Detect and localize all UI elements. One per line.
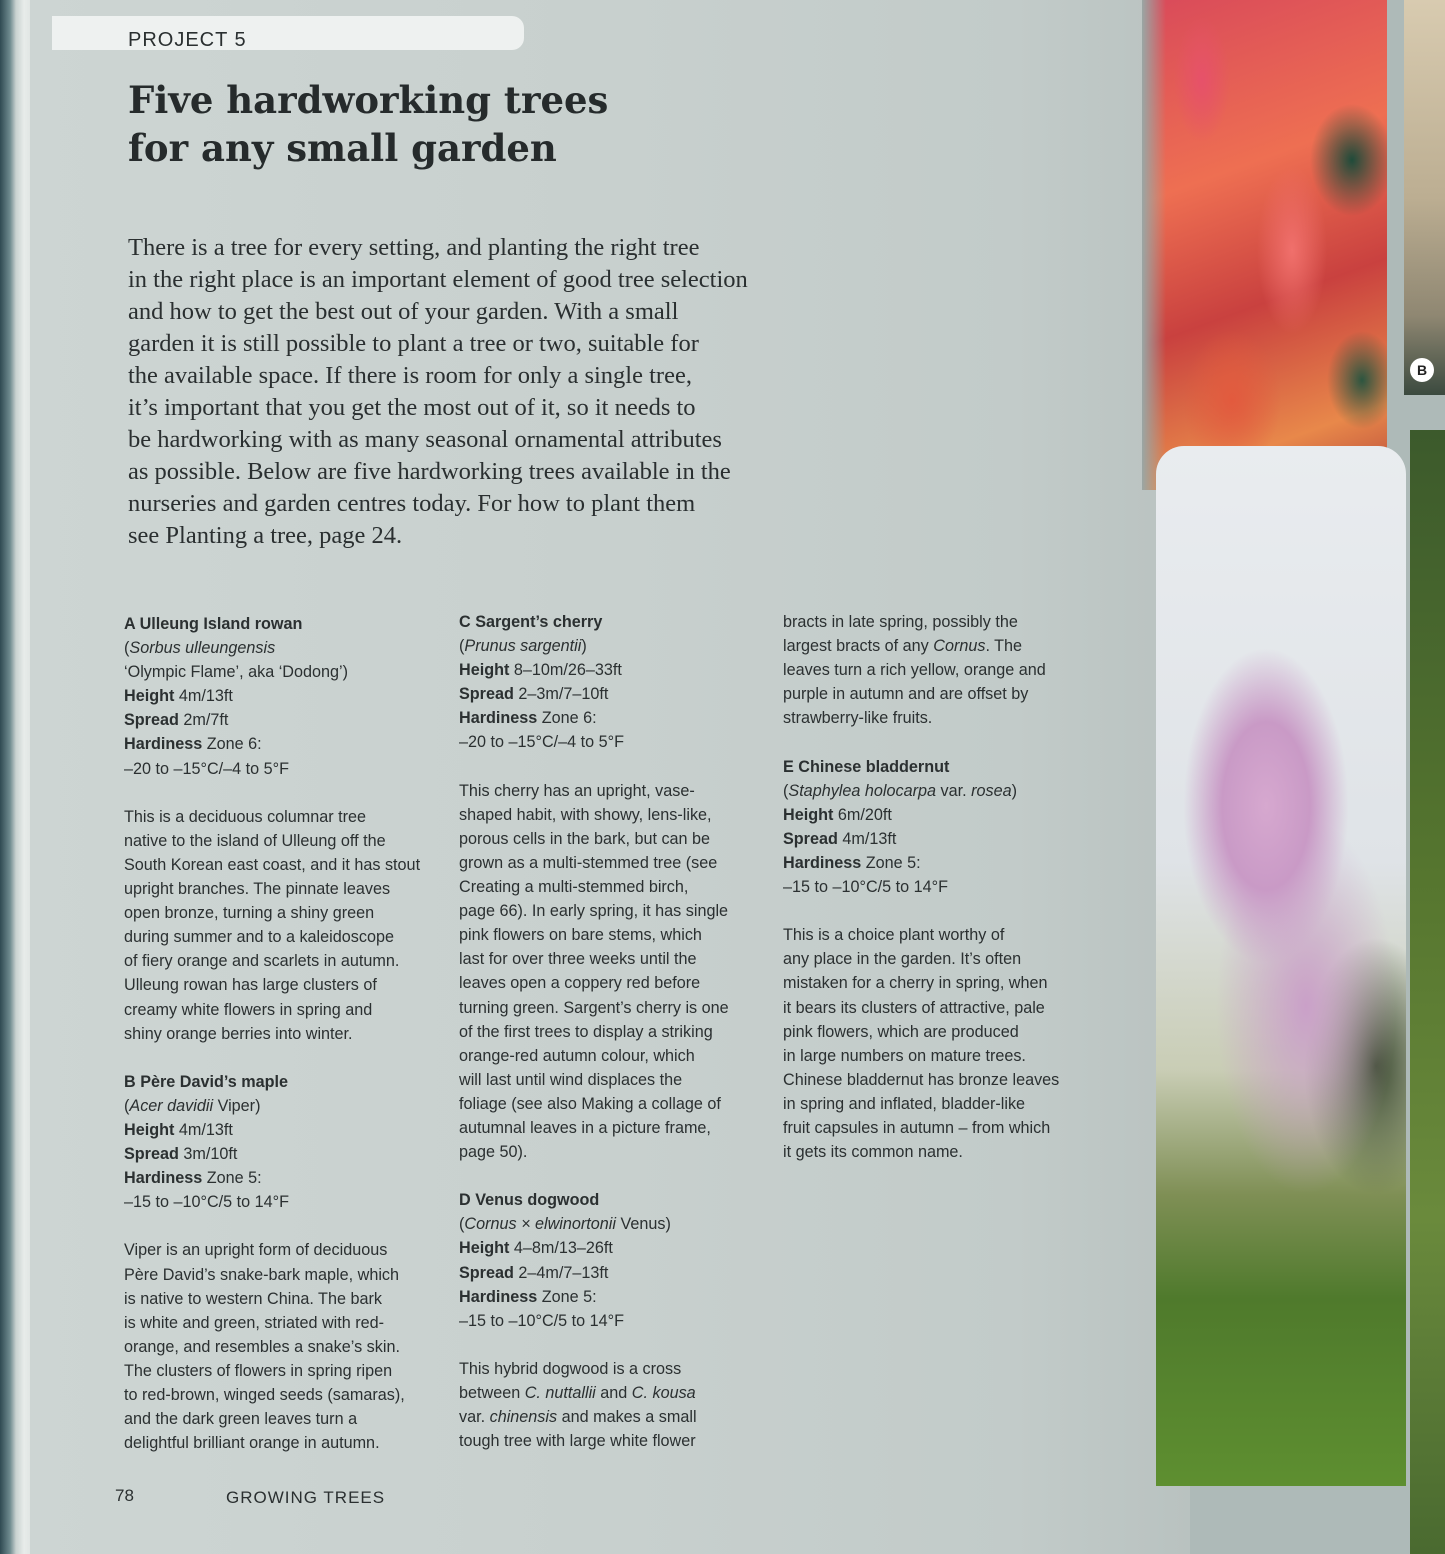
tree-e-spread: Spread 4m/13ft xyxy=(783,829,897,848)
tree-d-desc-continued: bracts in late spring, possibly the xyxy=(783,613,1018,631)
footer-section-label: GROWING TREES xyxy=(226,1488,386,1507)
column-3: bracts in late spring, possibly the largest bracts of any Cornus. The leaves turn a rich yellow, orange and purple in autumn and are offset by strawberry-like fruits. E Chinese bladdernut (Staphylea holocarpa var. rosea) Height 6m/20ft Spread 4m/13ft Hardiness Zone 5: –15 to –10°C/5 to 14°F This is a choice plant worthy of any place in the garden. It’s often mistaken for a cherry in spring, when it bears its clusters of attractive, pale pink flowers, which are produced in large numbers on mature trees. Chinese bladdernut has bronze leaves in spring and inflated, bladder-like fruit capsules in autumn – from which it gets its common name. xyxy=(783,610,1103,1164)
tree-c-desc: This cherry has an upright, vase- xyxy=(459,781,695,800)
tree-d-latin: (Cornus × elwinortonii Venus) xyxy=(459,1215,671,1234)
tree-d-hardiness: Hardiness Zone 5: xyxy=(459,1287,597,1306)
tree-b-height: Height 4m/13ft xyxy=(124,1120,233,1139)
tree-c-spread: Spread 2–3m/7–10ft xyxy=(459,685,609,704)
tree-c-hardiness: Hardiness Zone 6: xyxy=(459,709,597,728)
tree-d-desc: This hybrid dogwood is a cross xyxy=(459,1359,682,1378)
tree-b-desc: Viper is an upright form of deciduous xyxy=(124,1241,388,1260)
tree-a-hardiness: Hardiness Zone 6: xyxy=(124,735,262,754)
tree-e-desc: This is a choice plant worthy of xyxy=(783,926,1005,945)
tree-b-hardiness: Hardiness Zone 5: xyxy=(124,1169,262,1188)
photo-label-b: B xyxy=(1410,358,1434,382)
tree-c-latin: (Prunus sargentii) xyxy=(459,637,587,656)
tree-a-desc: This is a deciduous columnar tree xyxy=(124,807,367,826)
photo-shadow xyxy=(1142,0,1166,490)
photo-cherry-tree xyxy=(1156,446,1406,1486)
section-label: PROJECT 5 xyxy=(128,29,247,51)
tree-d-height: Height 4–8m/13–26ft xyxy=(459,1239,613,1258)
tree-c-height: Height 8–10m/26–33ft xyxy=(459,661,622,680)
tree-a-heading: A Ulleung Island rowan xyxy=(124,615,303,633)
tree-a-latin: (Sorbus ulleungensis xyxy=(124,639,276,658)
tree-c-heading: C Sargent’s cherry xyxy=(459,613,603,631)
column-1: A Ulleung Island rowan (Sorbus ulleungensis ‘Olympic Flame’, aka ‘Dodong’) Height 4m/13ft Spread 2m/7ft Hardiness Zone 6: –20 to –15°C/–4 to 5°F This is a deciduous columnar tree native to the island of Ulleung off the South Korean east coast, and it has stout upright branches. The pinnate leaves open bronze, turning a shiny green during summer and to a kaleidoscope of fiery orange and scarlets in autumn. Ulleung rowan has large clusters of creamy white flowers in spring and shiny orange berries into winter. B Père David’s maple (Acer davidii Viper) Height 4m/13ft Spread 3m/10ft Hardiness Zone 5: –15 to –10°C/5 to 14°F Viper is an upright form of deciduous Père David’s snake-bark maple, which is native to western China. The bark is white and green, striated with red- orange, and resembles a snake’s skin. The clusters of flowers in spring ripen to red-brown, winged seeds (samaras), and the dark green leaves turn a delightful brilliant orange in autumn. xyxy=(124,612,444,1455)
tree-a-height: Height 4m/13ft xyxy=(124,687,233,706)
tree-d-spread: Spread 2–4m/7–13ft xyxy=(459,1263,609,1282)
intro-paragraph: There is a tree for every setting, and planting the right tree in the right place is an important element of good tree selection and how to get the best out of your garden. With a small garden it is still possible to plant a tree or two, suitable for the available space. If there is room for only a single tree, it’s important that you get the most out of it, so it needs to be hardworking with as many seasonal ornamental attributes as possible. Below are five hardworking trees available in the nurseries and garden centres today. For how to plant them see Planting a tree, page 24. xyxy=(128,234,748,549)
page-title: Five hardworking trees for any small garden xyxy=(128,78,609,170)
tree-a-spread: Spread 2m/7ft xyxy=(124,711,229,730)
photo-rowan-autumn-leaves xyxy=(1142,0,1387,490)
tree-b-latin: (Acer davidii Viper) xyxy=(124,1096,261,1115)
tree-e-latin: (Staphylea holocarpa var. rosea) xyxy=(783,781,1017,800)
photo-foliage xyxy=(1410,430,1445,1554)
tree-e-hardiness: Hardiness Zone 5: xyxy=(783,853,921,872)
tree-e-height: Height 6m/20ft xyxy=(783,805,892,824)
tree-b-spread: Spread 3m/10ft xyxy=(124,1145,238,1164)
column-2: C Sargent’s cherry (Prunus sargentii) Height 8–10m/26–33ft Spread 2–3m/7–10ft Hardiness Zone 6: –20 to –15°C/–4 to 5°F This cherry has an upright, vase- shaped habit, with showy, lens-like, porous cells in the bark, but can be grown as a multi-stemmed tree (see Creating a multi-stemmed birch, page 66). In early spring, it has single pink flowers on bare stems, which last for over three weeks until the leaves open a coppery red before turning green. Sargent’s cherry is one of the first trees to display a striking orange-red autumn colour, which will last until wind displaces the foliage (see also Making a collage of autumnal leaves in a picture frame, page 50). D Venus dogwood (Cornus × elwinortonii Venus) Height 4–8m/13–26ft Spread 2–4m/7–13ft Hardiness Zone 5: –15 to –10°C/5 to 14°F This hybrid dogwood is a cross between C. nuttallii and C. kousa var. chinensis and makes a small tough tree with large white flower xyxy=(459,610,769,1453)
section-tab xyxy=(52,16,524,50)
tree-e-heading: E Chinese bladdernut xyxy=(783,757,950,776)
tree-b-heading: B Père David’s maple xyxy=(124,1072,289,1091)
tree-d-heading: D Venus dogwood xyxy=(459,1191,600,1210)
photo-maple-bark xyxy=(1404,0,1445,395)
page-number: 78 xyxy=(115,1486,134,1505)
